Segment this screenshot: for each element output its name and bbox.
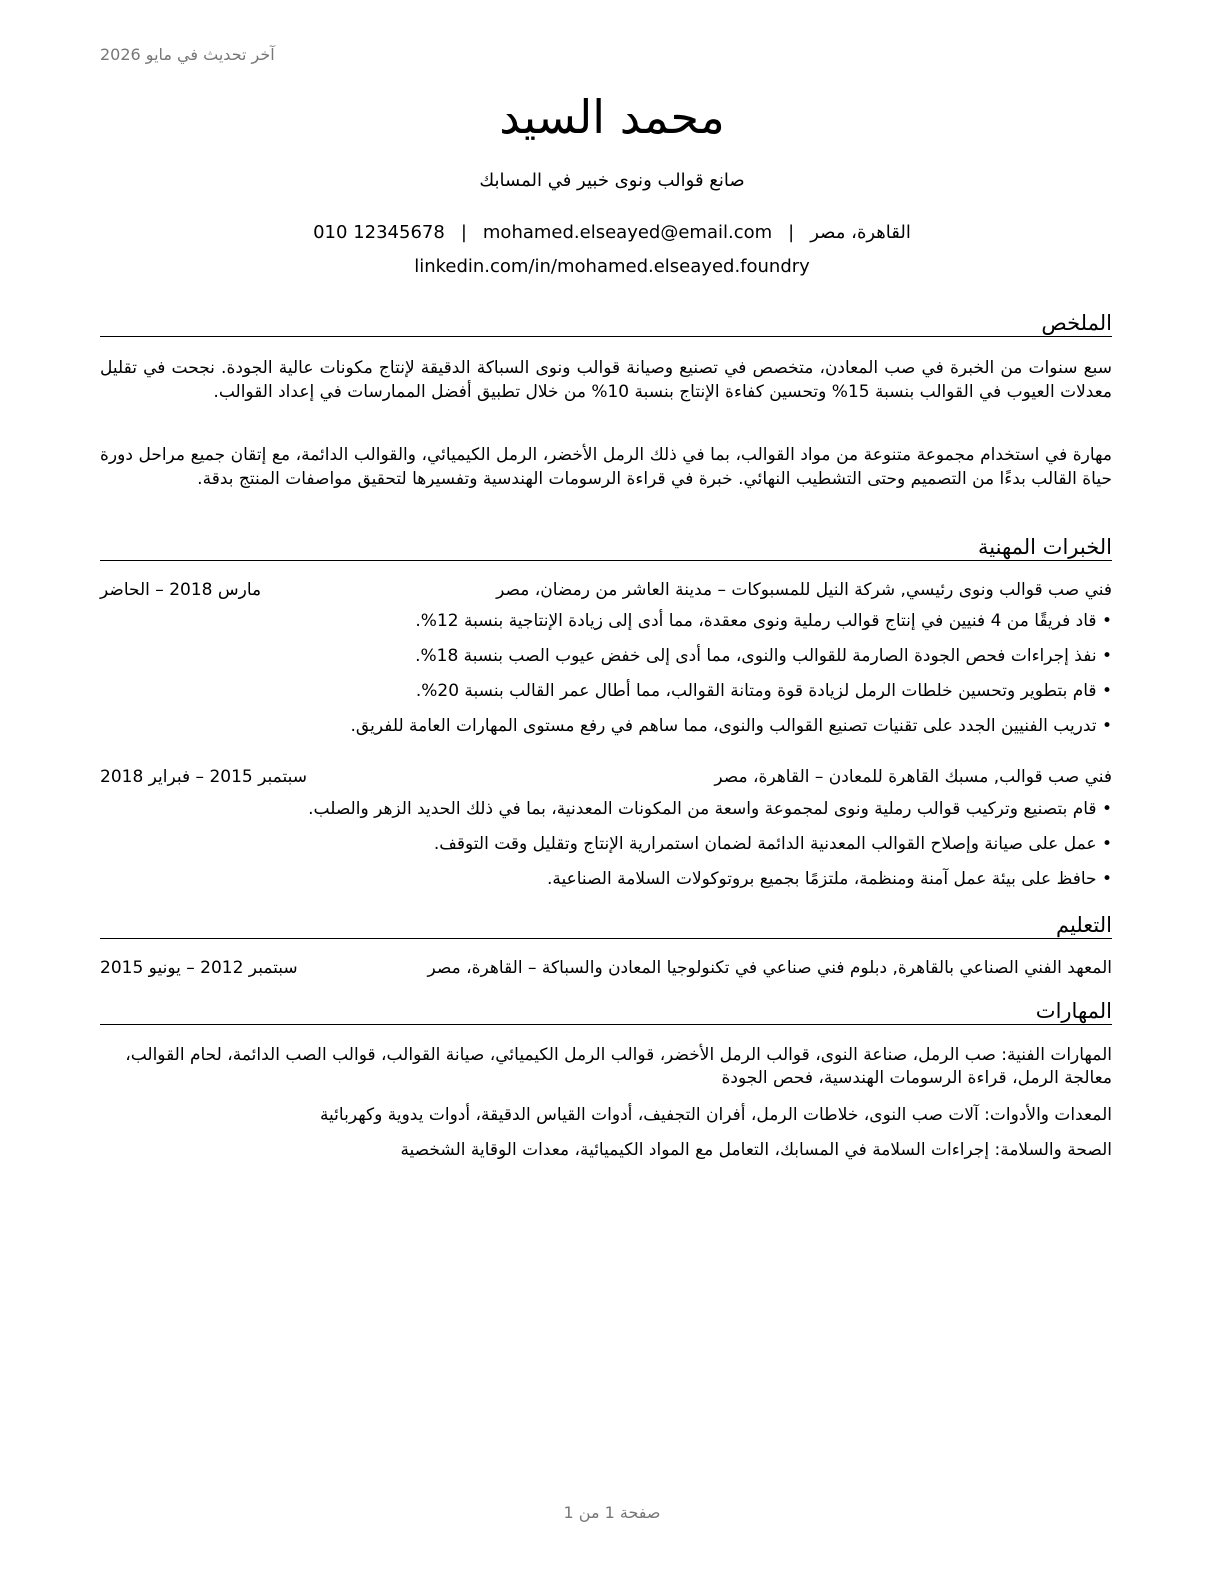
- job-bullets: [100, 609, 1112, 749]
- list-item: • حافظ على بيئة عمل آمنة ومنظمة، ملتزمًا بجميع بروتوكولات السلامة الصناعية.: [100, 867, 1112, 902]
- skill-line: الصحة والسلامة: إجراءات السلامة في المسابك، التعامل مع المواد الكيميائية، معدات الوقاية الشخصية: [400, 1140, 1112, 1160]
- page-number: صفحة 1 من 1: [563, 1503, 661, 1522]
- education-institution: المعهد الفني الصناعي بالقاهرة, دبلوم فني صناعي في تكنولوجيا المعادن والسباكة – القاهرة، مصر: [427, 958, 1112, 978]
- education-dates: سبتمبر 2012 – يونيو 2015: [100, 958, 298, 978]
- job-title: فني صب قوالب ونوى رئيسي, شركة النيل للمسبوكات – مدينة العاشر من رمضان، مصر: [496, 580, 1112, 600]
- list-item: • قام بتصنيع وتركيب قوالب رملية ونوى لمجموعة واسعة من المكونات المعدنية، بما في ذلك الحديد الزهر والصلب.: [100, 797, 1112, 832]
- job-header: [100, 580, 1112, 604]
- list-item: • تدريب الفنيين الجدد على تقنيات تصنيع القوالب والنوى، مما ساهم في رفع مستوى المهارات العامة للفريق.: [100, 714, 1112, 749]
- contact-linkedin[interactable]: linkedin.com/in/mohamed.elseayed.foundry: [414, 256, 810, 277]
- summary-paragraph: مهارة في استخدام مجموعة متنوعة من مواد القوالب، بما في ذلك الرمل الأخضر، الرمل الكيميائي، والقوالب الدائمة، مع إتقان جميع مراحل دورة حياة القالب بدءًا من التصميم وحتى التشطيب النهائي. خبرة في قراءة الرسومات الهندسية وتفسيرها لتحقيق مواصفات المنتج بدقة.: [100, 445, 1112, 489]
- job-bullets: [100, 797, 1112, 902]
- contact-phone: 010 12345678: [313, 222, 445, 243]
- contact-line: [0, 222, 1224, 243]
- list-item: • عمل على صيانة وإصلاح القوالب المعدنية الدائمة لضمان استمرارية الإنتاج وتقليل وقت التوقف.: [100, 832, 1112, 867]
- contact-separator: |: [788, 222, 795, 243]
- contact-email[interactable]: mohamed.elseayed@email.com: [482, 222, 773, 243]
- job-title: فني صب قوالب, مسبك القاهرة للمعادن – القاهرة، مصر: [714, 767, 1112, 787]
- education-entry: [100, 958, 1112, 982]
- contact-location: القاهرة، مصر: [810, 222, 911, 243]
- list-item: • نفذ إجراءات فحص الجودة الصارمة للقوالب والنوى، مما أدى إلى خفض عيوب الصب بنسبة 18%.: [100, 644, 1112, 679]
- candidate-name: محمد السيد: [499, 90, 725, 144]
- section-title-summary: الملخص: [100, 311, 1112, 337]
- section-title-skills: المهارات: [100, 999, 1112, 1025]
- contact-separator: |: [460, 222, 467, 243]
- list-item: • قام بتطوير وتحسين خلطات الرمل لزيادة قوة ومتانة القوالب، مما أطال عمر القالب بنسبة 20%.: [100, 679, 1112, 714]
- skill-line: المعدات والأدوات: آلات صب النوى، خلاطات الرمل، أفران التجفيف، أدوات القياس الدقيقة، أدوات يدوية وكهربائية: [319, 1105, 1112, 1125]
- section-title-education: التعليم: [100, 913, 1112, 939]
- job-header: [100, 767, 1112, 791]
- job-dates: مارس 2018 – الحاضر: [100, 580, 262, 600]
- section-title-experience: الخبرات المهنية: [100, 535, 1112, 561]
- summary-paragraph: سبع سنوات من الخبرة في صب المعادن، متخصص في تصنيع وصيانة قوالب ونوى السباكة الدقيقة لإنتاج مكونات عالية الجودة. نجحت في تقليل معدلات العيوب في القوالب بنسبة 15% وتحسين كفاءة الإنتاج بنسبة 10% من خلال تطبيق أفضل الممارسات في إعداد القوالب.: [100, 358, 1112, 402]
- skill-line: المهارات الفنية: صب الرمل، صناعة النوى، قوالب الرمل الأخضر، قوالب الرمل الكيميائي، صيانة القوالب، قوالب الصب الدائمة، لحام القوالب، معالجة الرمل، قراءة الرسومات الهندسية، فحص الجودة: [125, 1045, 1112, 1088]
- list-item: • قاد فريقًا من 4 فنيين في إنتاج قوالب رملية ونوى معقدة، مما أدى إلى زيادة الإنتاجية بنسبة 12%.: [100, 609, 1112, 644]
- candidate-headline: صانع قوالب ونوى خبير في المسابك: [479, 170, 745, 191]
- job-dates: سبتمبر 2015 – فبراير 2018: [100, 767, 307, 787]
- last-updated: آخر تحديث في مايو 2026: [100, 45, 275, 64]
